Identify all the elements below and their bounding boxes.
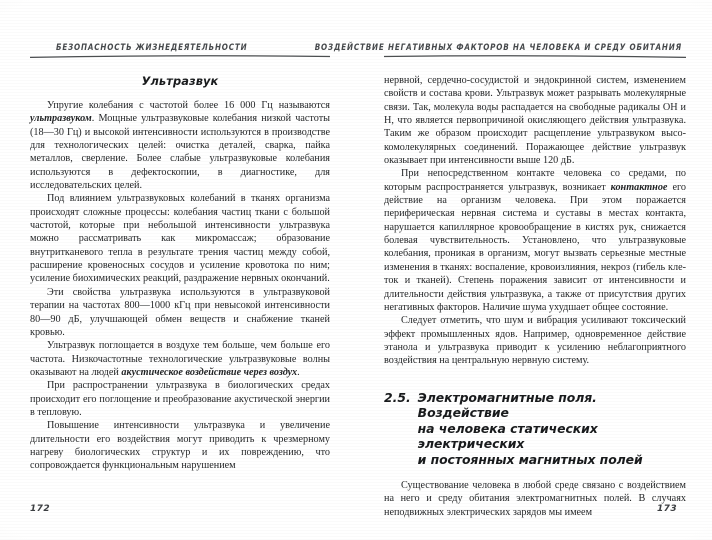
right-running-head (314, 36, 686, 58)
paragraph: При распространении ультразвука в биологических средах происходит его поглощение и преобразование акустической энергии в тепловую. (30, 380, 330, 418)
paragraph: Эти свойства ультразвука используются в ультразвуковой терапии на частотах 800—1000 кГц при невысокой интенсивности 80—90 дБ, улучшающей обмен веществ и снабжение тканей кровью. (30, 286, 330, 338)
paragraph: Повышение интенсивности ультразвука и увеличение длительности его воздействия могут приводить к чрезмерному нагреву биологических структур и их повреждению, что сопровождается функциональным нарушением (30, 420, 330, 472)
right-page-body-top (384, 74, 686, 368)
section-subheading: Ультразвук (141, 74, 219, 88)
paragraph: нервной, сердечно-сосудистой и эндокринной систем, изменением свойств и состава крови. Ультразвук может разрывать молекулярные связи. Так, молекула воды распадается на свободные радикалы ОН и Н, что является первопричиной окисляющего действия ультразвука. Таким же образом происходит расщепление ультразвуком высокомолекулярных соединений. Поражающее действие ультразвук оказывает при интенсивности выше 120 дБ. (384, 75, 686, 167)
right-page-number: 173 (657, 504, 677, 514)
paragraph: Ультразвук поглощается в воздухе тем больше, чем больше его частота. Низкочастотные технологические ультразвуковые волны оказывают на людей акустическое воздействие через воздух. (30, 340, 330, 378)
left-running-head (30, 36, 330, 58)
paragraph: При непосредственном контакте человека со средами, по которым распространяется ультразвук, возникает контактное его действие на организм человека. При этом поражается периферическая нервная система и суставы в местах контакта, нарушается капиллярное кровообращение в кистях рук, снижается болевая чувствительность. Установлено, что ультразвуковые колебания, проникая в организм, могут вызвать серьезные местные изменения в тканях: воспаление, кровоизлияния, некроз (гибель клеток и тканей). Степень поражения зависит от интенсивности и длительности действия ультразвука, а также от присутствия других негативных факторов. Наличие шума ухудшает общее состояние. (384, 168, 686, 313)
paragraph: Упругие колебания с частотой более 16 000 Гц называются ультразвуком. Мощные ультразвуковые колебания низкой частоты (18—30 Гц) и высокой интенсивности используются в производстве для технологических целей: очистка деталей, сварка, пайка металлов, сверление. Более слабые ультразвуковые колебания используются в дефектоскопии, в диагностике, для исследовательских целей. (30, 100, 330, 192)
paragraph: Под влиянием ультразвуковых колебаний в тканях организма происходят сложные процессы: колебания частиц ткани с большой частотой, которые при небольшой интенсивности ультразвука можно рассматривать как микромассаж; образование внутритканевого тепла в результате трения частиц между собой, расширение кровеносных сосудов и усиление кровотока по ним; усиление биохимических реакций, раздражение нервных окончаний. (30, 193, 330, 285)
section-number: 2.5. (384, 389, 411, 405)
left-page-number: 172 (30, 504, 50, 514)
left-running-head-text: БЕЗОПАСНОСТЬ ЖИЗНЕДЕЯТЕЛЬНОСТИ (56, 41, 248, 52)
right-page-body-bottom (384, 479, 686, 519)
left-page-body (30, 99, 330, 473)
paragraph: Следует отметить, что шум и вибрация усиливают токсический эффект промышленных ядов. Например, одновременное действие этанола и ультразвука приводит к усилению неблагоприятного воздействия на центральную нервную систему. (384, 315, 686, 367)
left-running-head-rule (30, 55, 330, 58)
section-title (418, 390, 686, 468)
section-title-line: Электромагнитные поля. Воздействие (417, 389, 597, 421)
right-page (314, 0, 712, 540)
paragraph: Существование человека в любой среде связано с воздействием на него и среду обитания электромагнитных полей. В случаях неподвижных электрических зарядов мы имеем (384, 480, 686, 518)
section-heading (384, 390, 686, 468)
right-running-head-text: ВОЗДЕЙСТВИЕ НЕГАТИВНЫХ ФАКТОРОВ НА ЧЕЛОВЕКА И СРЕДУ ОБИТАНИЯ (314, 41, 682, 52)
section-title-line: и постоянных магнитных полей (417, 451, 643, 467)
section-title-line: на человека статических электрических (417, 420, 598, 452)
right-running-head-rule (384, 55, 686, 58)
